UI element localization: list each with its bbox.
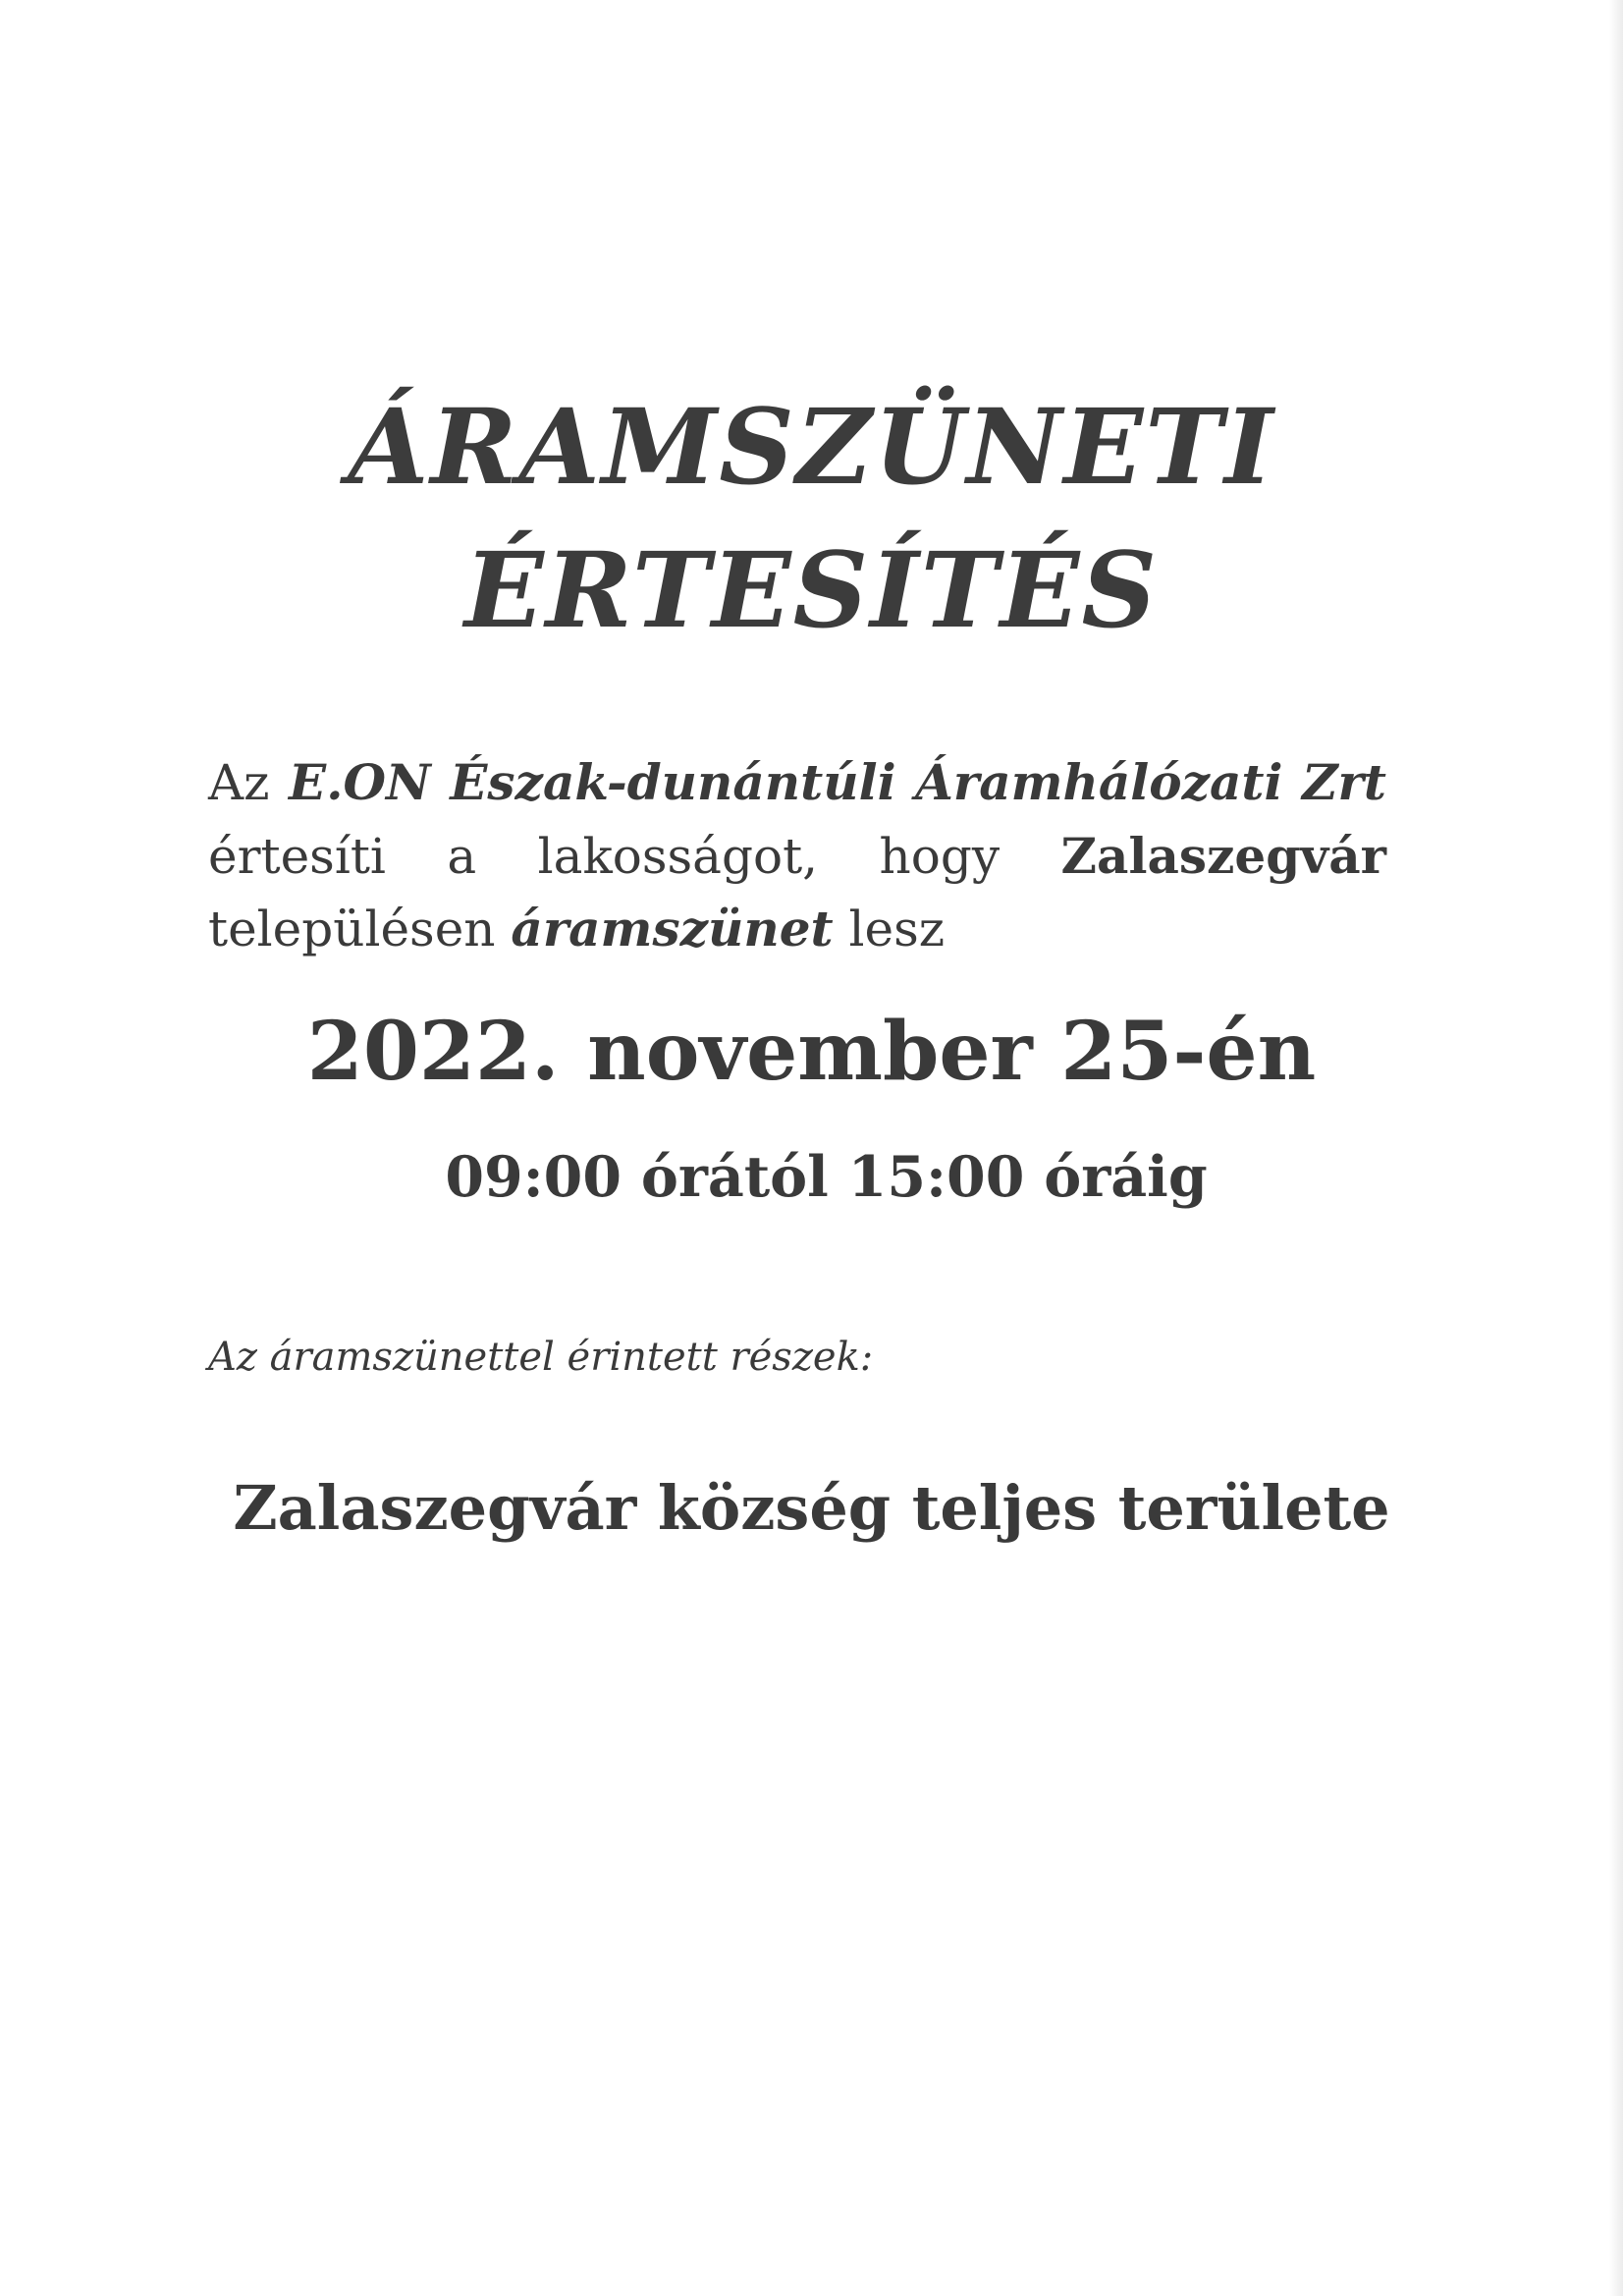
outage-word: áramszünet [511, 900, 834, 957]
outage-date: 2022. november 25-én [306, 1005, 1317, 1099]
body-word: a [447, 828, 477, 885]
village-name: Zalaszegvár [1060, 827, 1386, 885]
body-line-2 [208, 827, 1386, 885]
company-name-part: Zrt [1302, 753, 1386, 811]
body-word: lesz [848, 901, 946, 957]
body-line-3 [208, 900, 1386, 957]
body-word: lakosságot, [537, 828, 819, 885]
outage-time: 09:00 órától 15:00 óráig [445, 1144, 1208, 1210]
affected-areas-label: Az áramszünettel érintett részek: [208, 1335, 874, 1380]
body-word: településen [208, 901, 496, 957]
company-name-part: E.ON [288, 753, 431, 811]
body-line-1 [208, 753, 1386, 811]
company-name-part: Észak-dunántúli [450, 753, 896, 811]
body-word: értesíti [208, 828, 386, 885]
notice-title-line-1: ÁRAMSZÜNETI [348, 385, 1275, 508]
body-word: hogy [879, 828, 1001, 885]
notice-title-line-2: ÉRTESÍTÉS [463, 528, 1160, 651]
body-word: Az [208, 754, 270, 811]
company-name-part: Áramhálózati [915, 753, 1283, 811]
affected-area: Zalaszegvár község teljes területe [233, 1472, 1390, 1544]
